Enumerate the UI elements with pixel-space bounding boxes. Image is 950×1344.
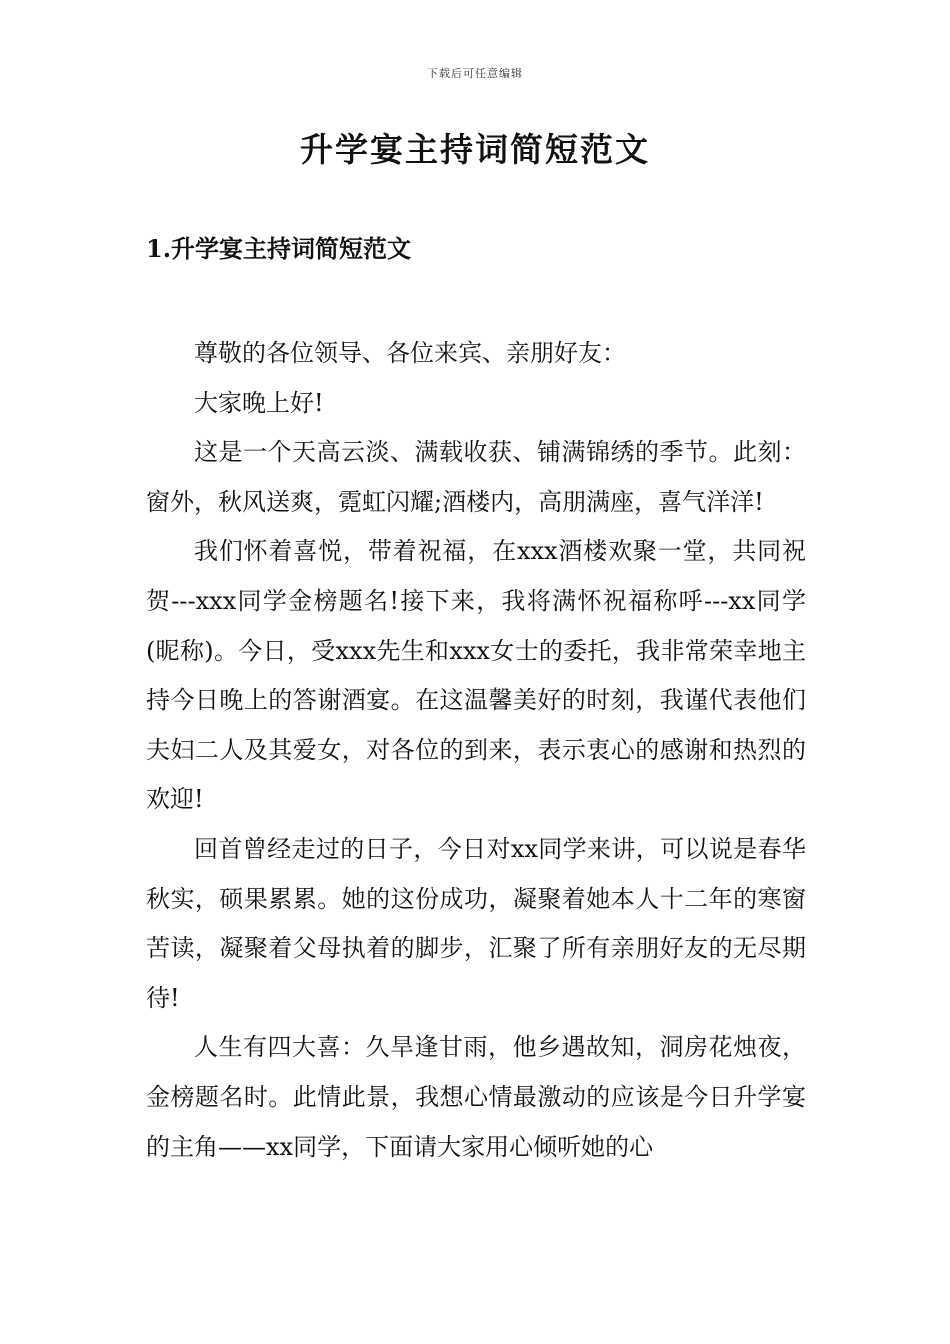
document-title: 升学宴主持词简短范文 xyxy=(300,130,650,169)
document-body xyxy=(146,329,806,1172)
paragraph-good-evening: 大家晚上好! xyxy=(194,388,324,417)
paragraph-season: 这是一个天高云淡、满载收获、铺满锦绣的季节。此刻：窗外，秋风送爽，霓虹闪耀;酒楼内，高朋满座，喜气洋洋! xyxy=(146,438,806,516)
header-note: 下载后可任意编辑 xyxy=(427,67,523,80)
paragraph-greeting: 尊敬的各位领导、各位来宾、亲朋好友： xyxy=(194,339,626,367)
paragraph-reflection: 回首曾经走过的日子，今日对xx同学来讲，可以说是春华秋实，硕果累累。她的这份成功，凝聚着她本人十二年的寒窗苦读，凝聚着父母执着的脚步，汇聚了所有亲朋好友的无尽期待! xyxy=(146,834,806,1012)
section-heading: 1.升学宴主持词简短范文 xyxy=(146,234,412,263)
paragraph-celebration: 我们怀着喜悦，带着祝福，在xxx酒楼欢聚一堂，共同祝贺---xxx同学金榜题名!接下来，我将满怀祝福称呼---xx同学(昵称)。今日，受xxx先生和xxx女士的委托，我非常荣幸地主持今日晚上的答谢酒宴。在这温馨美好的时刻，我谨代表他们夫妇二人及其爱女，对各位的到来，表示衷心的感谢和热烈的欢迎! xyxy=(146,537,806,814)
paragraph-four-joys: 人生有四大喜：久旱逢甘雨，他乡遇故知，洞房花烛夜，金榜题名时。此情此景，我想心情最激动的应该是今日升学宴的主角——xx同学，下面请大家用心倾听她的心 xyxy=(146,1033,806,1161)
